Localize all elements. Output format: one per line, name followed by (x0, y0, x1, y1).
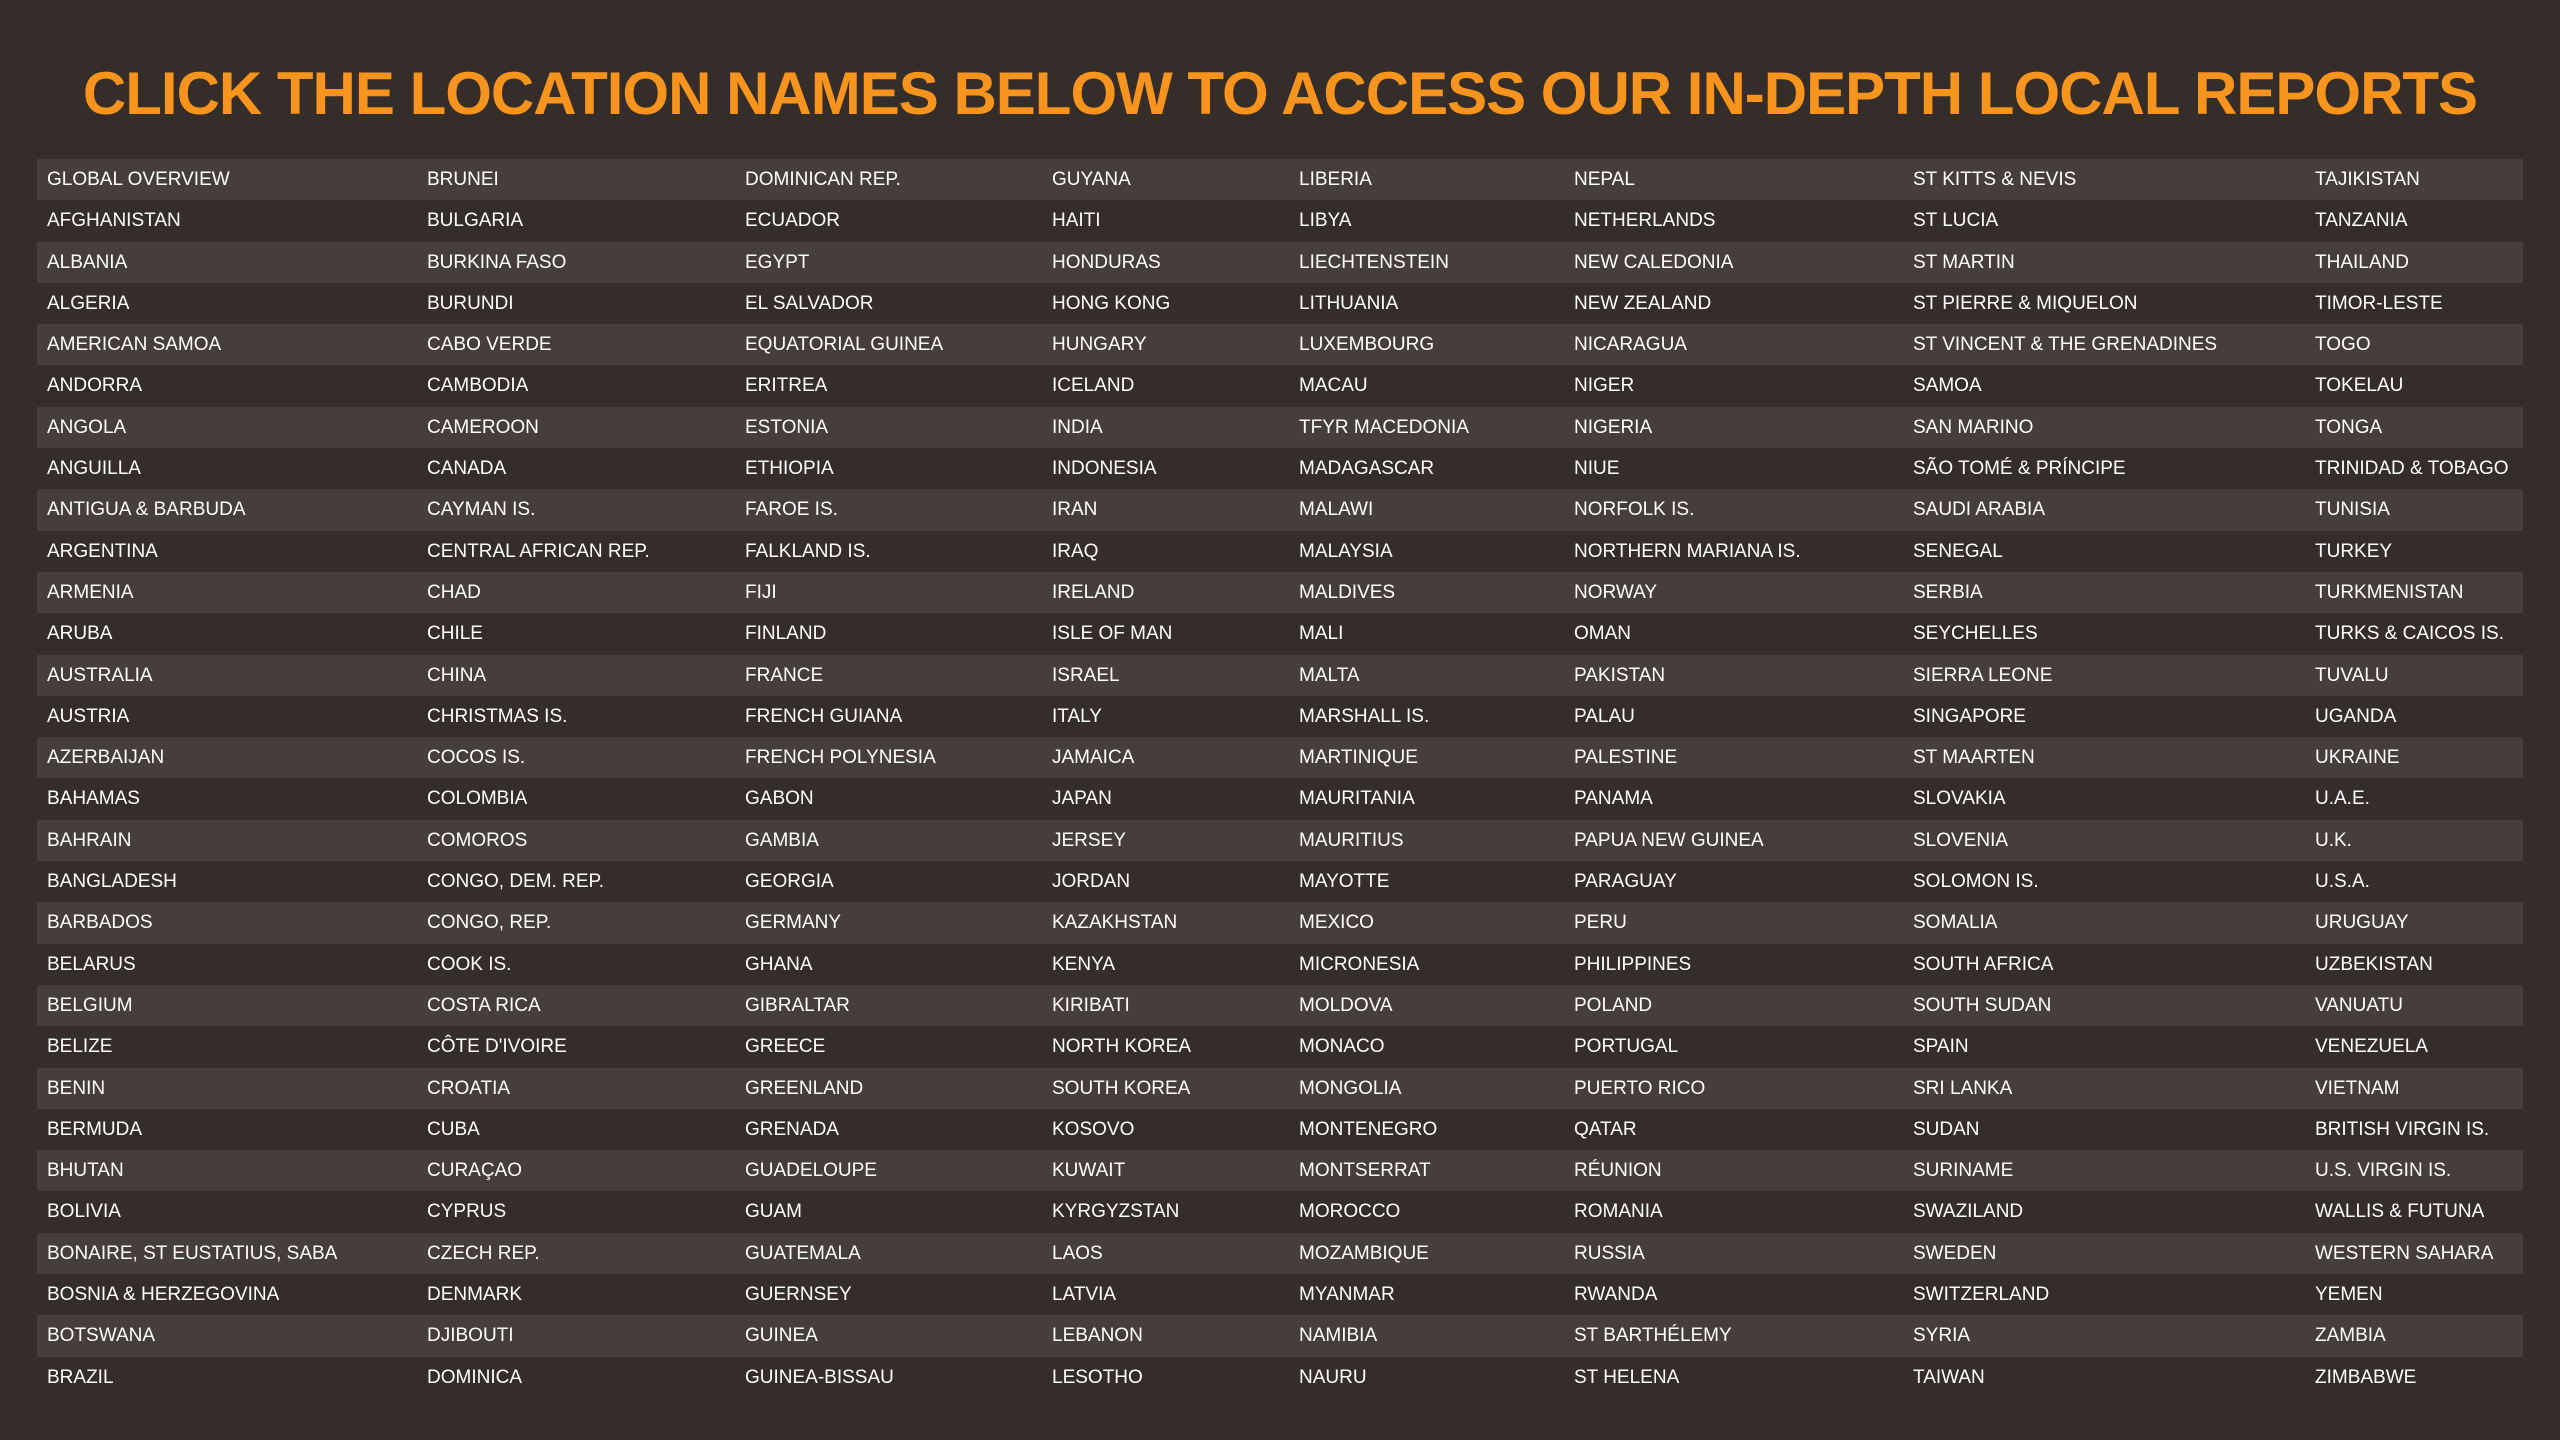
location-link-montenegro[interactable]: MONTENEGRO (1299, 1118, 1438, 1140)
location-link-fiji[interactable]: FIJI (745, 581, 777, 603)
location-link-ethiopia[interactable]: ETHIOPIA (745, 458, 834, 480)
location-row (37, 283, 2523, 324)
location-link-paraguay[interactable]: PARAGUAY (1574, 871, 1677, 893)
location-link-kyrgyzstan[interactable]: KYRGYZSTAN (1052, 1201, 1180, 1223)
location-link-china[interactable]: CHINA (427, 664, 487, 686)
location-link-belarus[interactable]: BELARUS (47, 953, 136, 975)
location-link-aruba[interactable]: ARUBA (47, 623, 113, 645)
location-link-grenada[interactable]: GRENADA (745, 1118, 839, 1140)
location-link-malaysia[interactable]: MALAYSIA (1299, 540, 1393, 562)
location-row (37, 1315, 2523, 1356)
location-link-norway[interactable]: NORWAY (1574, 581, 1658, 603)
location-link-indonesia[interactable]: INDONESIA (1052, 458, 1157, 480)
location-link-sierra-leone[interactable]: SIERRA LEONE (1913, 664, 2053, 686)
location-link-haiti[interactable]: HAITI (1052, 210, 1101, 232)
location-link-solomon-is[interactable]: SOLOMON IS. (1913, 871, 2039, 893)
location-link-romania[interactable]: ROMANIA (1574, 1201, 1663, 1223)
location-link-libya[interactable]: LIBYA (1299, 210, 1352, 232)
location-link-tuvalu[interactable]: TUVALU (2315, 664, 2389, 686)
location-link-iceland[interactable]: ICELAND (1052, 375, 1135, 397)
location-link-latvia[interactable]: LATVIA (1052, 1284, 1117, 1306)
location-link-palau[interactable]: PALAU (1574, 705, 1635, 727)
location-row (37, 448, 2523, 489)
location-link-anguilla[interactable]: ANGUILLA (47, 458, 141, 480)
location-link-central-african-rep[interactable]: CENTRAL AFRICAN REP. (427, 540, 650, 562)
location-row (37, 655, 2523, 696)
location-link-switzerland[interactable]: SWITZERLAND (1913, 1284, 2050, 1306)
location-link-russia[interactable]: RUSSIA (1574, 1242, 1645, 1264)
location-link-south-korea[interactable]: SOUTH KOREA (1052, 1077, 1191, 1099)
location-link-bangladesh[interactable]: BANGLADESH (47, 871, 177, 893)
location-link-barbados[interactable]: BARBADOS (47, 912, 153, 934)
location-row (37, 1109, 2523, 1150)
location-link-nigeria[interactable]: NIGERIA (1574, 416, 1653, 438)
location-link-myanmar[interactable]: MYANMAR (1299, 1284, 1395, 1306)
location-link-martinique[interactable]: MARTINIQUE (1299, 747, 1418, 769)
location-row (37, 1026, 2523, 1067)
location-link-guatemala[interactable]: GUATEMALA (745, 1242, 861, 1264)
location-row (37, 1357, 2523, 1398)
location-link-western-sahara[interactable]: WESTERN SAHARA (2315, 1242, 2494, 1264)
location-link-timor-leste[interactable]: TIMOR-LESTE (2315, 292, 2443, 314)
location-link-monaco[interactable]: MONACO (1299, 1036, 1385, 1058)
location-link-botswana[interactable]: BOTSWANA (47, 1325, 156, 1347)
location-link-guyana[interactable]: GUYANA (1052, 169, 1131, 190)
location-link-bermuda[interactable]: BERMUDA (47, 1118, 143, 1140)
location-link-serbia[interactable]: SERBIA (1913, 581, 1983, 603)
location-link-cameroon[interactable]: CAMEROON (427, 416, 539, 438)
location-link-tfyr-macedonia[interactable]: TFYR MACEDONIA (1299, 416, 1469, 438)
location-row (37, 242, 2523, 283)
location-link-jersey[interactable]: JERSEY (1052, 829, 1126, 851)
location-row (37, 902, 2523, 943)
location-link-algeria[interactable]: ALGERIA (47, 292, 130, 314)
location-link-uganda[interactable]: UGANDA (2315, 705, 2397, 727)
location-link-egypt[interactable]: EGYPT (745, 251, 810, 273)
location-grid (37, 159, 2523, 1398)
location-row (37, 324, 2523, 365)
location-link-armenia[interactable]: ARMENIA (47, 581, 134, 603)
location-link-suriname[interactable]: SURINAME (1913, 1160, 2014, 1182)
location-link-cuba[interactable]: CUBA (427, 1118, 480, 1140)
location-link-brunei[interactable]: BRUNEI (427, 169, 499, 190)
location-link-french-guiana[interactable]: FRENCH GUIANA (745, 705, 903, 727)
location-row (37, 365, 2523, 406)
location-link-portugal[interactable]: PORTUGAL (1574, 1036, 1679, 1058)
location-link-rwanda[interactable]: RWANDA (1574, 1284, 1658, 1306)
location-row (37, 1233, 2523, 1274)
location-link-zambia[interactable]: ZAMBIA (2315, 1325, 2386, 1347)
location-link-congo-dem-rep[interactable]: CONGO, DEM. REP. (427, 871, 605, 893)
location-link-st-lucia[interactable]: ST LUCIA (1913, 210, 1999, 232)
location-link-belize[interactable]: BELIZE (47, 1036, 113, 1058)
location-link-bolivia[interactable]: BOLIVIA (47, 1201, 121, 1223)
location-row (37, 778, 2523, 819)
location-link-st-barth-lemy[interactable]: ST BARTHÉLEMY (1574, 1325, 1732, 1347)
location-link-british-virgin-is[interactable]: BRITISH VIRGIN IS. (2315, 1118, 2490, 1140)
location-link-guam[interactable]: GUAM (745, 1201, 802, 1223)
location-link-mayotte[interactable]: MAYOTTE (1299, 871, 1390, 893)
location-link-finland[interactable]: FINLAND (745, 623, 827, 645)
location-link-gabon[interactable]: GABON (745, 788, 814, 810)
location-row (37, 1068, 2523, 1109)
location-link-nauru[interactable]: NAURU (1299, 1366, 1367, 1388)
location-link-oman[interactable]: OMAN (1574, 623, 1631, 645)
location-row (37, 489, 2523, 530)
location-link-thailand[interactable]: THAILAND (2315, 251, 2409, 273)
location-link-new-zealand[interactable]: NEW ZEALAND (1574, 292, 1712, 314)
location-link-taiwan[interactable]: TAIWAN (1913, 1366, 1985, 1388)
location-link-gibraltar[interactable]: GIBRALTAR (745, 994, 850, 1016)
location-link-costa-rica[interactable]: COSTA RICA (427, 994, 541, 1016)
location-link-cura-ao[interactable]: CURAÇAO (427, 1160, 523, 1182)
location-link-micronesia[interactable]: MICRONESIA (1299, 953, 1420, 975)
location-link-u-a-e[interactable]: U.A.E. (2315, 788, 2370, 810)
location-link-st-pierre-miquelon[interactable]: ST PIERRE & MIQUELON (1913, 292, 2138, 314)
location-link-puerto-rico[interactable]: PUERTO RICO (1574, 1077, 1706, 1099)
location-link-azerbaijan[interactable]: AZERBAIJAN (47, 747, 165, 769)
location-link-greenland[interactable]: GREENLAND (745, 1077, 864, 1099)
location-link-belgium[interactable]: BELGIUM (47, 994, 133, 1016)
location-link-vietnam[interactable]: VIETNAM (2315, 1077, 2400, 1099)
location-link-afghanistan[interactable]: AFGHANISTAN (47, 210, 181, 232)
location-link-dominica[interactable]: DOMINICA (427, 1366, 522, 1388)
location-link-gambia[interactable]: GAMBIA (745, 829, 819, 851)
location-link-tunisia[interactable]: TUNISIA (2315, 499, 2390, 521)
location-link-cayman-is[interactable]: CAYMAN IS. (427, 499, 536, 521)
location-link-burundi[interactable]: BURUNDI (427, 292, 514, 314)
location-link-falkland-is[interactable]: FALKLAND IS. (745, 540, 871, 562)
location-link-uzbekistan[interactable]: UZBEKISTAN (2315, 953, 2433, 975)
location-link-cook-is[interactable]: COOK IS. (427, 953, 512, 975)
location-link-india[interactable]: INDIA (1052, 416, 1103, 438)
location-link-antigua-barbuda[interactable]: ANTIGUA & BARBUDA (47, 499, 246, 521)
location-row (37, 985, 2523, 1026)
location-link-bulgaria[interactable]: BULGARIA (427, 210, 524, 232)
location-link-bosnia-herzegovina[interactable]: BOSNIA & HERZEGOVINA (47, 1284, 280, 1306)
location-link-honduras[interactable]: HONDURAS (1052, 251, 1161, 273)
location-link-brazil[interactable]: BRAZIL (47, 1366, 114, 1388)
location-link-congo-rep[interactable]: CONGO, REP. (427, 912, 552, 934)
location-link-zimbabwe[interactable]: ZIMBABWE (2315, 1366, 2417, 1388)
location-link-swaziland[interactable]: SWAZILAND (1913, 1201, 2024, 1223)
location-link-lebanon[interactable]: LEBANON (1052, 1325, 1143, 1347)
location-link-senegal[interactable]: SENEGAL (1913, 540, 2003, 562)
location-link-marshall-is[interactable]: MARSHALL IS. (1299, 705, 1430, 727)
location-link-st-helena[interactable]: ST HELENA (1574, 1366, 1680, 1388)
location-link-samoa[interactable]: SAMOA (1913, 375, 1982, 397)
location-link-slovenia[interactable]: SLOVENIA (1913, 829, 2009, 851)
location-link-eritrea[interactable]: ERITREA (745, 375, 828, 397)
location-link-trinidad-tobago[interactable]: TRINIDAD & TOBAGO (2315, 458, 2509, 480)
location-link-mali[interactable]: MALI (1299, 623, 1344, 645)
location-link-burkina-faso[interactable]: BURKINA FASO (427, 251, 567, 273)
location-link-somalia[interactable]: SOMALIA (1913, 912, 1998, 934)
location-link-nicaragua[interactable]: NICARAGUA (1574, 334, 1687, 356)
location-link-slovakia[interactable]: SLOVAKIA (1913, 788, 2006, 810)
location-link-u-k[interactable]: U.K. (2315, 829, 2352, 851)
location-link-malawi[interactable]: MALAWI (1299, 499, 1374, 521)
location-link-faroe-is[interactable]: FAROE IS. (745, 499, 838, 521)
location-link-sudan[interactable]: SUDAN (1913, 1118, 1980, 1140)
location-link-cabo-verde[interactable]: CABO VERDE (427, 334, 552, 356)
location-link-st-maarten[interactable]: ST MAARTEN (1913, 747, 2035, 769)
location-link-hungary[interactable]: HUNGARY (1052, 334, 1147, 356)
page-title: CLICK THE LOCATION NAMES BELOW TO ACCESS OUR IN-DEPTH LOCAL REPORTS (82, 60, 2478, 127)
location-link-croatia[interactable]: CROATIA (427, 1077, 511, 1099)
location-link-cyprus[interactable]: CYPRUS (427, 1201, 507, 1223)
location-link-tanzania[interactable]: TANZANIA (2315, 210, 2408, 232)
location-link-liechtenstein[interactable]: LIECHTENSTEIN (1299, 251, 1449, 273)
location-row (37, 737, 2523, 778)
location-link-papua-new-guinea[interactable]: PAPUA NEW GUINEA (1574, 829, 1764, 851)
location-link-panama[interactable]: PANAMA (1574, 788, 1653, 810)
location-link-dominican-rep[interactable]: DOMINICAN REP. (745, 169, 901, 190)
location-row (37, 696, 2523, 737)
location-row (37, 820, 2523, 861)
location-link-czech-rep[interactable]: CZECH REP. (427, 1242, 540, 1264)
location-link-syria[interactable]: SYRIA (1913, 1325, 1971, 1347)
location-row (37, 1274, 2523, 1315)
location-link-venezuela[interactable]: VENEZUELA (2315, 1036, 2428, 1058)
location-link-lesotho[interactable]: LESOTHO (1052, 1366, 1143, 1388)
location-link-macau[interactable]: MACAU (1299, 375, 1368, 397)
location-link-georgia[interactable]: GEORGIA (745, 871, 834, 893)
location-link-kenya[interactable]: KENYA (1052, 953, 1116, 975)
location-link-s-o-tom-pr-ncipe[interactable]: SÃO TOMÉ & PRÍNCIPE (1913, 458, 2126, 480)
location-link-south-africa[interactable]: SOUTH AFRICA (1913, 953, 2054, 975)
location-link-guernsey[interactable]: GUERNSEY (745, 1284, 852, 1306)
location-link-guadeloupe[interactable]: GUADELOUPE (745, 1160, 877, 1182)
location-link-iraq[interactable]: IRAQ (1052, 540, 1099, 562)
location-link-bhutan[interactable]: BHUTAN (47, 1160, 124, 1182)
location-link-morocco[interactable]: MOROCCO (1299, 1201, 1401, 1223)
location-link-qatar[interactable]: QATAR (1574, 1118, 1637, 1140)
location-link-cambodia[interactable]: CAMBODIA (427, 375, 529, 397)
location-link-turkmenistan[interactable]: TURKMENISTAN (2315, 581, 2464, 603)
location-link-u-s-a[interactable]: U.S.A. (2315, 871, 2370, 893)
location-link-peru[interactable]: PERU (1574, 912, 1627, 934)
location-link-hong-kong[interactable]: HONG KONG (1052, 292, 1171, 314)
location-link-denmark[interactable]: DENMARK (427, 1284, 523, 1306)
location-link-sri-lanka[interactable]: SRI LANKA (1913, 1077, 2013, 1099)
location-link-comoros[interactable]: COMOROS (427, 829, 528, 851)
location-link-mauritius[interactable]: MAURITIUS (1299, 829, 1404, 851)
location-link-ghana[interactable]: GHANA (745, 953, 813, 975)
location-link-mongolia[interactable]: MONGOLIA (1299, 1077, 1402, 1099)
location-link-namibia[interactable]: NAMIBIA (1299, 1325, 1378, 1347)
location-link-iran[interactable]: IRAN (1052, 499, 1098, 521)
location-link-israel[interactable]: ISRAEL (1052, 664, 1120, 686)
location-link-madagascar[interactable]: MADAGASCAR (1299, 458, 1435, 480)
location-link-lithuania[interactable]: LITHUANIA (1299, 292, 1399, 314)
location-link-malta[interactable]: MALTA (1299, 664, 1360, 686)
location-link-vanuatu[interactable]: VANUATU (2315, 994, 2403, 1016)
location-link-turkey[interactable]: TURKEY (2315, 540, 2393, 562)
location-link-mauritania[interactable]: MAURITANIA (1299, 788, 1415, 810)
location-link-bonaire-st-eustatius-saba[interactable]: BONAIRE, ST EUSTATIUS, SABA (47, 1242, 338, 1264)
location-link-ireland[interactable]: IRELAND (1052, 581, 1135, 603)
location-row (37, 200, 2523, 241)
location-link-norfolk-is[interactable]: NORFOLK IS. (1574, 499, 1695, 521)
location-link-el-salvador[interactable]: EL SALVADOR (745, 292, 874, 314)
location-link-philippines[interactable]: PHILIPPINES (1574, 953, 1692, 975)
location-link-djibouti[interactable]: DJIBOUTI (427, 1325, 514, 1347)
location-link-jamaica[interactable]: JAMAICA (1052, 747, 1135, 769)
location-link-germany[interactable]: GERMANY (745, 912, 842, 934)
location-link-japan[interactable]: JAPAN (1052, 788, 1112, 810)
location-link-andorra[interactable]: ANDORRA (47, 375, 143, 397)
location-link-palestine[interactable]: PALESTINE (1574, 747, 1678, 769)
location-link-northern-mariana-is[interactable]: NORTHERN MARIANA IS. (1574, 540, 1801, 562)
location-row (37, 407, 2523, 448)
location-link-greece[interactable]: GREECE (745, 1036, 826, 1058)
location-link-luxembourg[interactable]: LUXEMBOURG (1299, 334, 1435, 356)
location-link-st-vincent-the-grenadines[interactable]: ST VINCENT & THE GRENADINES (1913, 334, 2218, 356)
location-link-american-samoa[interactable]: AMERICAN SAMOA (47, 334, 222, 356)
location-link-turks-caicos-is[interactable]: TURKS & CAICOS IS. (2315, 623, 2504, 645)
location-row (37, 572, 2523, 613)
location-link-guinea[interactable]: GUINEA (745, 1325, 818, 1347)
location-link-liberia[interactable]: LIBERIA (1299, 169, 1372, 190)
location-link-poland[interactable]: POLAND (1574, 994, 1653, 1016)
location-link-bahamas[interactable]: BAHAMAS (47, 788, 140, 810)
location-link-kazakhstan[interactable]: KAZAKHSTAN (1052, 912, 1178, 934)
location-link-french-polynesia[interactable]: FRENCH POLYNESIA (745, 747, 936, 769)
location-link-christmas-is[interactable]: CHRISTMAS IS. (427, 705, 568, 727)
location-link-tonga[interactable]: TONGA (2315, 416, 2383, 438)
location-link-new-caledonia[interactable]: NEW CALEDONIA (1574, 251, 1734, 273)
location-link-togo[interactable]: TOGO (2315, 334, 2371, 356)
location-link-north-korea[interactable]: NORTH KOREA (1052, 1036, 1192, 1058)
location-link-estonia[interactable]: ESTONIA (745, 416, 829, 438)
location-link-chad[interactable]: CHAD (427, 581, 481, 603)
location-link-san-marino[interactable]: SAN MARINO (1913, 416, 2034, 438)
location-link-bahrain[interactable]: BAHRAIN (47, 829, 132, 851)
location-link-netherlands[interactable]: NETHERLANDS (1574, 210, 1716, 232)
location-link-uruguay[interactable]: URUGUAY (2315, 912, 2409, 934)
location-row (37, 1191, 2523, 1232)
location-row (37, 613, 2523, 654)
location-link-wallis-futuna[interactable]: WALLIS & FUTUNA (2315, 1201, 2485, 1223)
location-link-cocos-is[interactable]: COCOS IS. (427, 747, 526, 769)
location-link-france[interactable]: FRANCE (745, 664, 824, 686)
location-link-sweden[interactable]: SWEDEN (1913, 1242, 1997, 1264)
location-link-u-s-virgin-is[interactable]: U.S. VIRGIN IS. (2315, 1160, 2452, 1182)
location-link-equatorial-guinea[interactable]: EQUATORIAL GUINEA (745, 334, 944, 356)
location-link-ukraine[interactable]: UKRAINE (2315, 747, 2400, 769)
location-link-laos[interactable]: LAOS (1052, 1242, 1103, 1264)
location-link-montserrat[interactable]: MONTSERRAT (1299, 1160, 1431, 1182)
location-link-singapore[interactable]: SINGAPORE (1913, 705, 2026, 727)
location-link-isle-of-man[interactable]: ISLE OF MAN (1052, 623, 1173, 645)
location-link-benin[interactable]: BENIN (47, 1077, 106, 1099)
location-row (37, 159, 2523, 200)
location-link-global-overview[interactable]: GLOBAL OVERVIEW (47, 169, 230, 190)
location-link-maldives[interactable]: MALDIVES (1299, 581, 1396, 603)
location-link-australia[interactable]: AUSTRALIA (47, 664, 153, 686)
location-link-angola[interactable]: ANGOLA (47, 416, 127, 438)
location-row (37, 861, 2523, 902)
location-link-kuwait[interactable]: KUWAIT (1052, 1160, 1126, 1182)
location-link-guinea-bissau[interactable]: GUINEA-BISSAU (745, 1366, 894, 1388)
location-row (37, 1150, 2523, 1191)
location-link-r-union[interactable]: RÉUNION (1574, 1160, 1662, 1182)
location-link-chile[interactable]: CHILE (427, 623, 483, 645)
location-link-st-kitts-nevis[interactable]: ST KITTS & NEVIS (1913, 169, 2077, 190)
location-link-italy[interactable]: ITALY (1052, 705, 1102, 727)
location-link-st-martin[interactable]: ST MARTIN (1913, 251, 2015, 273)
location-link-kosovo[interactable]: KOSOVO (1052, 1118, 1135, 1140)
location-link-jordan[interactable]: JORDAN (1052, 871, 1131, 893)
location-link-c-te-d-ivoire[interactable]: CÔTE D'IVOIRE (427, 1036, 567, 1058)
location-link-pakistan[interactable]: PAKISTAN (1574, 664, 1666, 686)
location-link-tajikistan[interactable]: TAJIKISTAN (2315, 169, 2420, 190)
location-link-south-sudan[interactable]: SOUTH SUDAN (1913, 994, 2052, 1016)
location-link-moldova[interactable]: MOLDOVA (1299, 994, 1393, 1016)
location-link-mozambique[interactable]: MOZAMBIQUE (1299, 1242, 1429, 1264)
location-row (37, 531, 2523, 572)
location-link-nepal[interactable]: NEPAL (1574, 169, 1635, 190)
location-link-niger[interactable]: NIGER (1574, 375, 1635, 397)
location-link-argentina[interactable]: ARGENTINA (47, 540, 158, 562)
location-link-yemen[interactable]: YEMEN (2315, 1284, 2383, 1306)
location-link-albania[interactable]: ALBANIA (47, 251, 128, 273)
location-link-mexico[interactable]: MEXICO (1299, 912, 1374, 934)
location-link-colombia[interactable]: COLOMBIA (427, 788, 528, 810)
location-link-seychelles[interactable]: SEYCHELLES (1913, 623, 2038, 645)
location-link-tokelau[interactable]: TOKELAU (2315, 375, 2404, 397)
location-link-canada[interactable]: CANADA (427, 458, 507, 480)
location-link-niue[interactable]: NIUE (1574, 458, 1620, 480)
location-row (37, 944, 2523, 985)
location-link-kiribati[interactable]: KIRIBATI (1052, 994, 1130, 1016)
location-link-spain[interactable]: SPAIN (1913, 1036, 1969, 1058)
location-link-saudi-arabia[interactable]: SAUDI ARABIA (1913, 499, 2045, 521)
location-link-austria[interactable]: AUSTRIA (47, 705, 130, 727)
location-link-ecuador[interactable]: ECUADOR (745, 210, 841, 232)
